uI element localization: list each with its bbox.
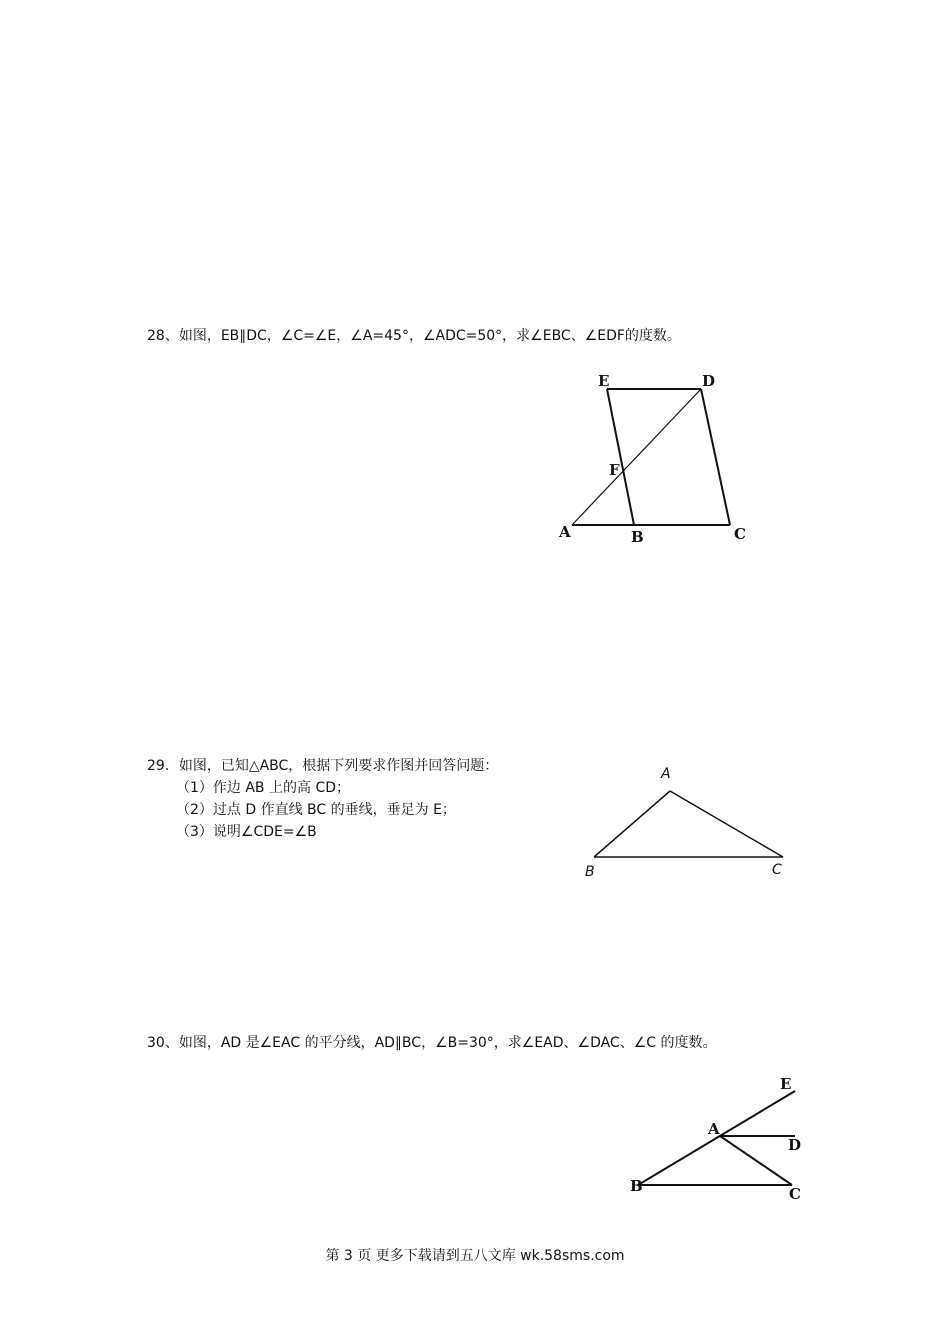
q28-label-C: C <box>734 525 746 543</box>
q29-item-1: （1）作边 AB 上的高 CD； <box>176 780 350 796</box>
q28-edge-AD <box>572 389 701 525</box>
q28-label-E: E <box>598 372 610 390</box>
q28-edge-EB <box>607 389 634 525</box>
q30-label-A: A <box>708 1120 720 1138</box>
q30-figure <box>620 1070 820 1210</box>
q29-text: 29．如图，已知△ABC，根据下列要求作图并回答问题： <box>147 758 499 774</box>
q29-item-2: （2）过点 D 作直线 BC 的垂线，垂足为 E； <box>176 802 456 818</box>
q29-label-B: B <box>585 864 595 880</box>
q29-edge-AB <box>594 791 670 857</box>
q30-edge-AC <box>720 1136 792 1185</box>
q29-label-C: C <box>772 862 782 878</box>
q29-label-A: A <box>661 766 671 782</box>
q29-edge-AC <box>670 791 783 857</box>
q28-text: 28、如图，EB∥DC，∠C=∠E，∠A=45°，∠ADC=50°，求∠EBC、∠EDF的度数。 <box>147 328 681 344</box>
q28-label-F: F <box>609 461 620 479</box>
q28-edge-DC <box>701 389 730 525</box>
q28-label-B: B <box>631 528 644 546</box>
q30-text: 30、如图，AD 是∠EAC 的平分线，AD∥BC，∠B=30°，求∠EAD、∠DAC、∠C 的度数。 <box>147 1035 717 1051</box>
q28-label-D: D <box>702 372 716 390</box>
q30-label-B: B <box>630 1177 643 1195</box>
q29-item-3: （3）说明∠CDE=∠B <box>176 824 317 840</box>
q30-label-E: E <box>780 1075 792 1093</box>
q28-figure <box>550 365 760 550</box>
q30-label-D: D <box>788 1136 802 1154</box>
q30-label-C: C <box>789 1185 801 1203</box>
page-footer: 第 3 页 更多下载请到五八文库 wk.58sms.com <box>325 1248 625 1264</box>
q28-label-A: A <box>559 523 571 541</box>
q29-figure <box>575 760 795 885</box>
